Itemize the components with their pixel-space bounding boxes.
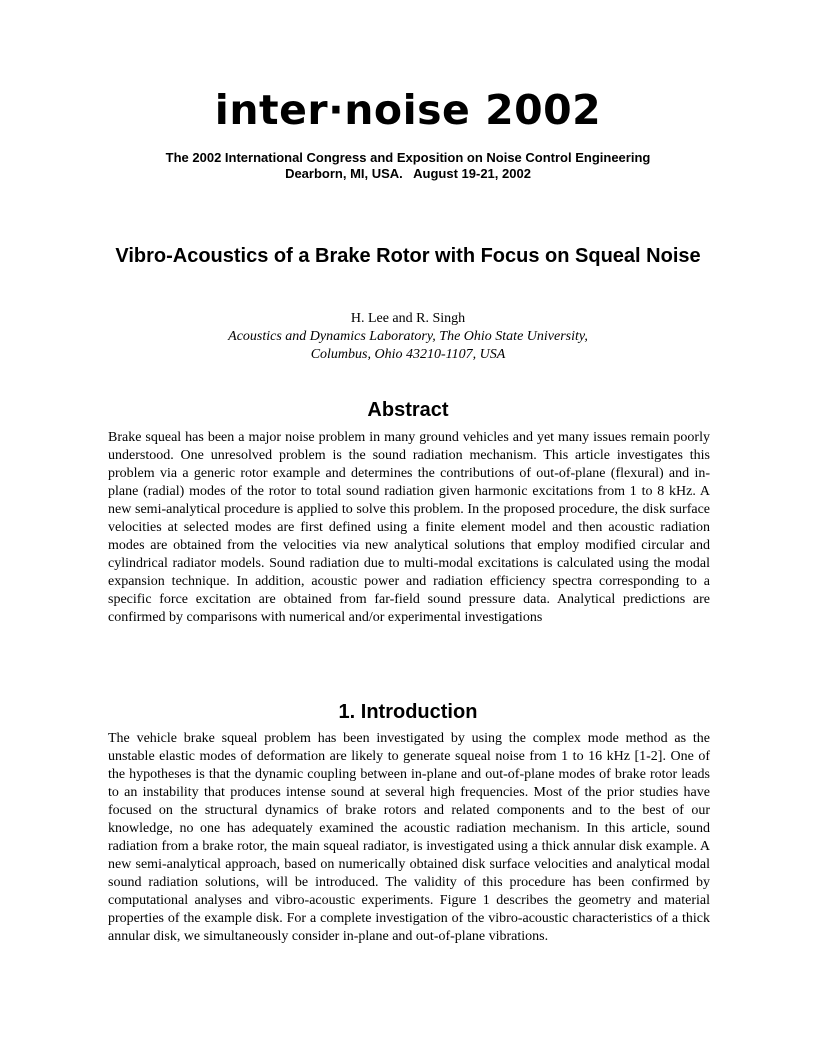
conference-info	[0, 150, 816, 182]
affiliation-line-2: Columbus, Ohio 43210-1107, USA	[310, 347, 506, 362]
abstract-heading: Abstract	[367, 399, 449, 421]
introduction-heading: 1. Introduction	[338, 701, 478, 723]
paper-title: Vibro-Acoustics of a Brake Rotor with Focus on Squeal Noise	[115, 245, 701, 267]
conference-logo: inter·noise 2002	[214, 86, 602, 134]
conference-location-date: Dearborn, MI, USA. August 19-21, 2002	[285, 166, 531, 181]
abstract-text: Brake squeal has been a major noise problem in many ground vehicles and yet many issues remain poorly understood. One unresolved problem is the sound radiation mechanism. This article investigates this problem via a generic rotor example and determines the contributions of out-of-plane (flexural) and in-plane (radial) modes of the rotor to total sound radiation given harmonic excitations from 1 to 8 kHz. A new semi-analytical procedure is applied to solve this problem. In the proposed procedure, the disk surface velocities at selected modes are first defined using a finite element model and then acoustic radiation modes are obtained from the velocities via new analytical solutions that employ modified circular and cylindrical radiator models. Sound radiation due to multi-modal excitations is calculated using the modal expansion technique. In addition, acoustic power and radiation efficiency spectra corresponding to a specific force excitation are obtained from far-field sound pressure data. Analytical predictions are confirmed by comparisons with numerical and/or experimental investigations	[108, 430, 710, 625]
affiliation-line-1: Acoustics and Dynamics Laboratory, The Ohio State University,	[228, 329, 588, 344]
conference-name: The 2002 International Congress and Exposition on Noise Control Engineering	[165, 150, 651, 165]
author-names: H. Lee and R. Singh	[350, 311, 466, 326]
introduction-text: The vehicle brake squeal problem has been investigated by using the complex mode method as the unstable elastic modes of deformation are likely to generate squeal noise from 1 to 16 kHz [1-2]. One of the hypotheses is that the dynamic coupling between in-plane and out-of-plane modes of brake rotor leads to an instability that produces intense sound at several high frequencies. Most of the prior studies have focused on the structural dynamics of brake rotors and related components and to the best of our knowledge, no one has adequately examined the acoustic radiation mechanism. In this article, sound radiation from a brake rotor, the main squeal radiator, is investigated using a thick annular disk example. A new semi-analytical approach, based on numerically obtained disk surface velocities and analytical modal sound radiation solutions, will be introduced. The validity of this procedure has been confirmed by computational analyses and vibro-acoustic experiments. Figure 1 describes the geometry and material properties of the example disk. For a complete investigation of the vibro-acoustic characteristics of a thick annular disk, we simultaneously consider in-plane and out-of-plane vibrations.	[108, 731, 710, 944]
author-block	[0, 310, 816, 364]
